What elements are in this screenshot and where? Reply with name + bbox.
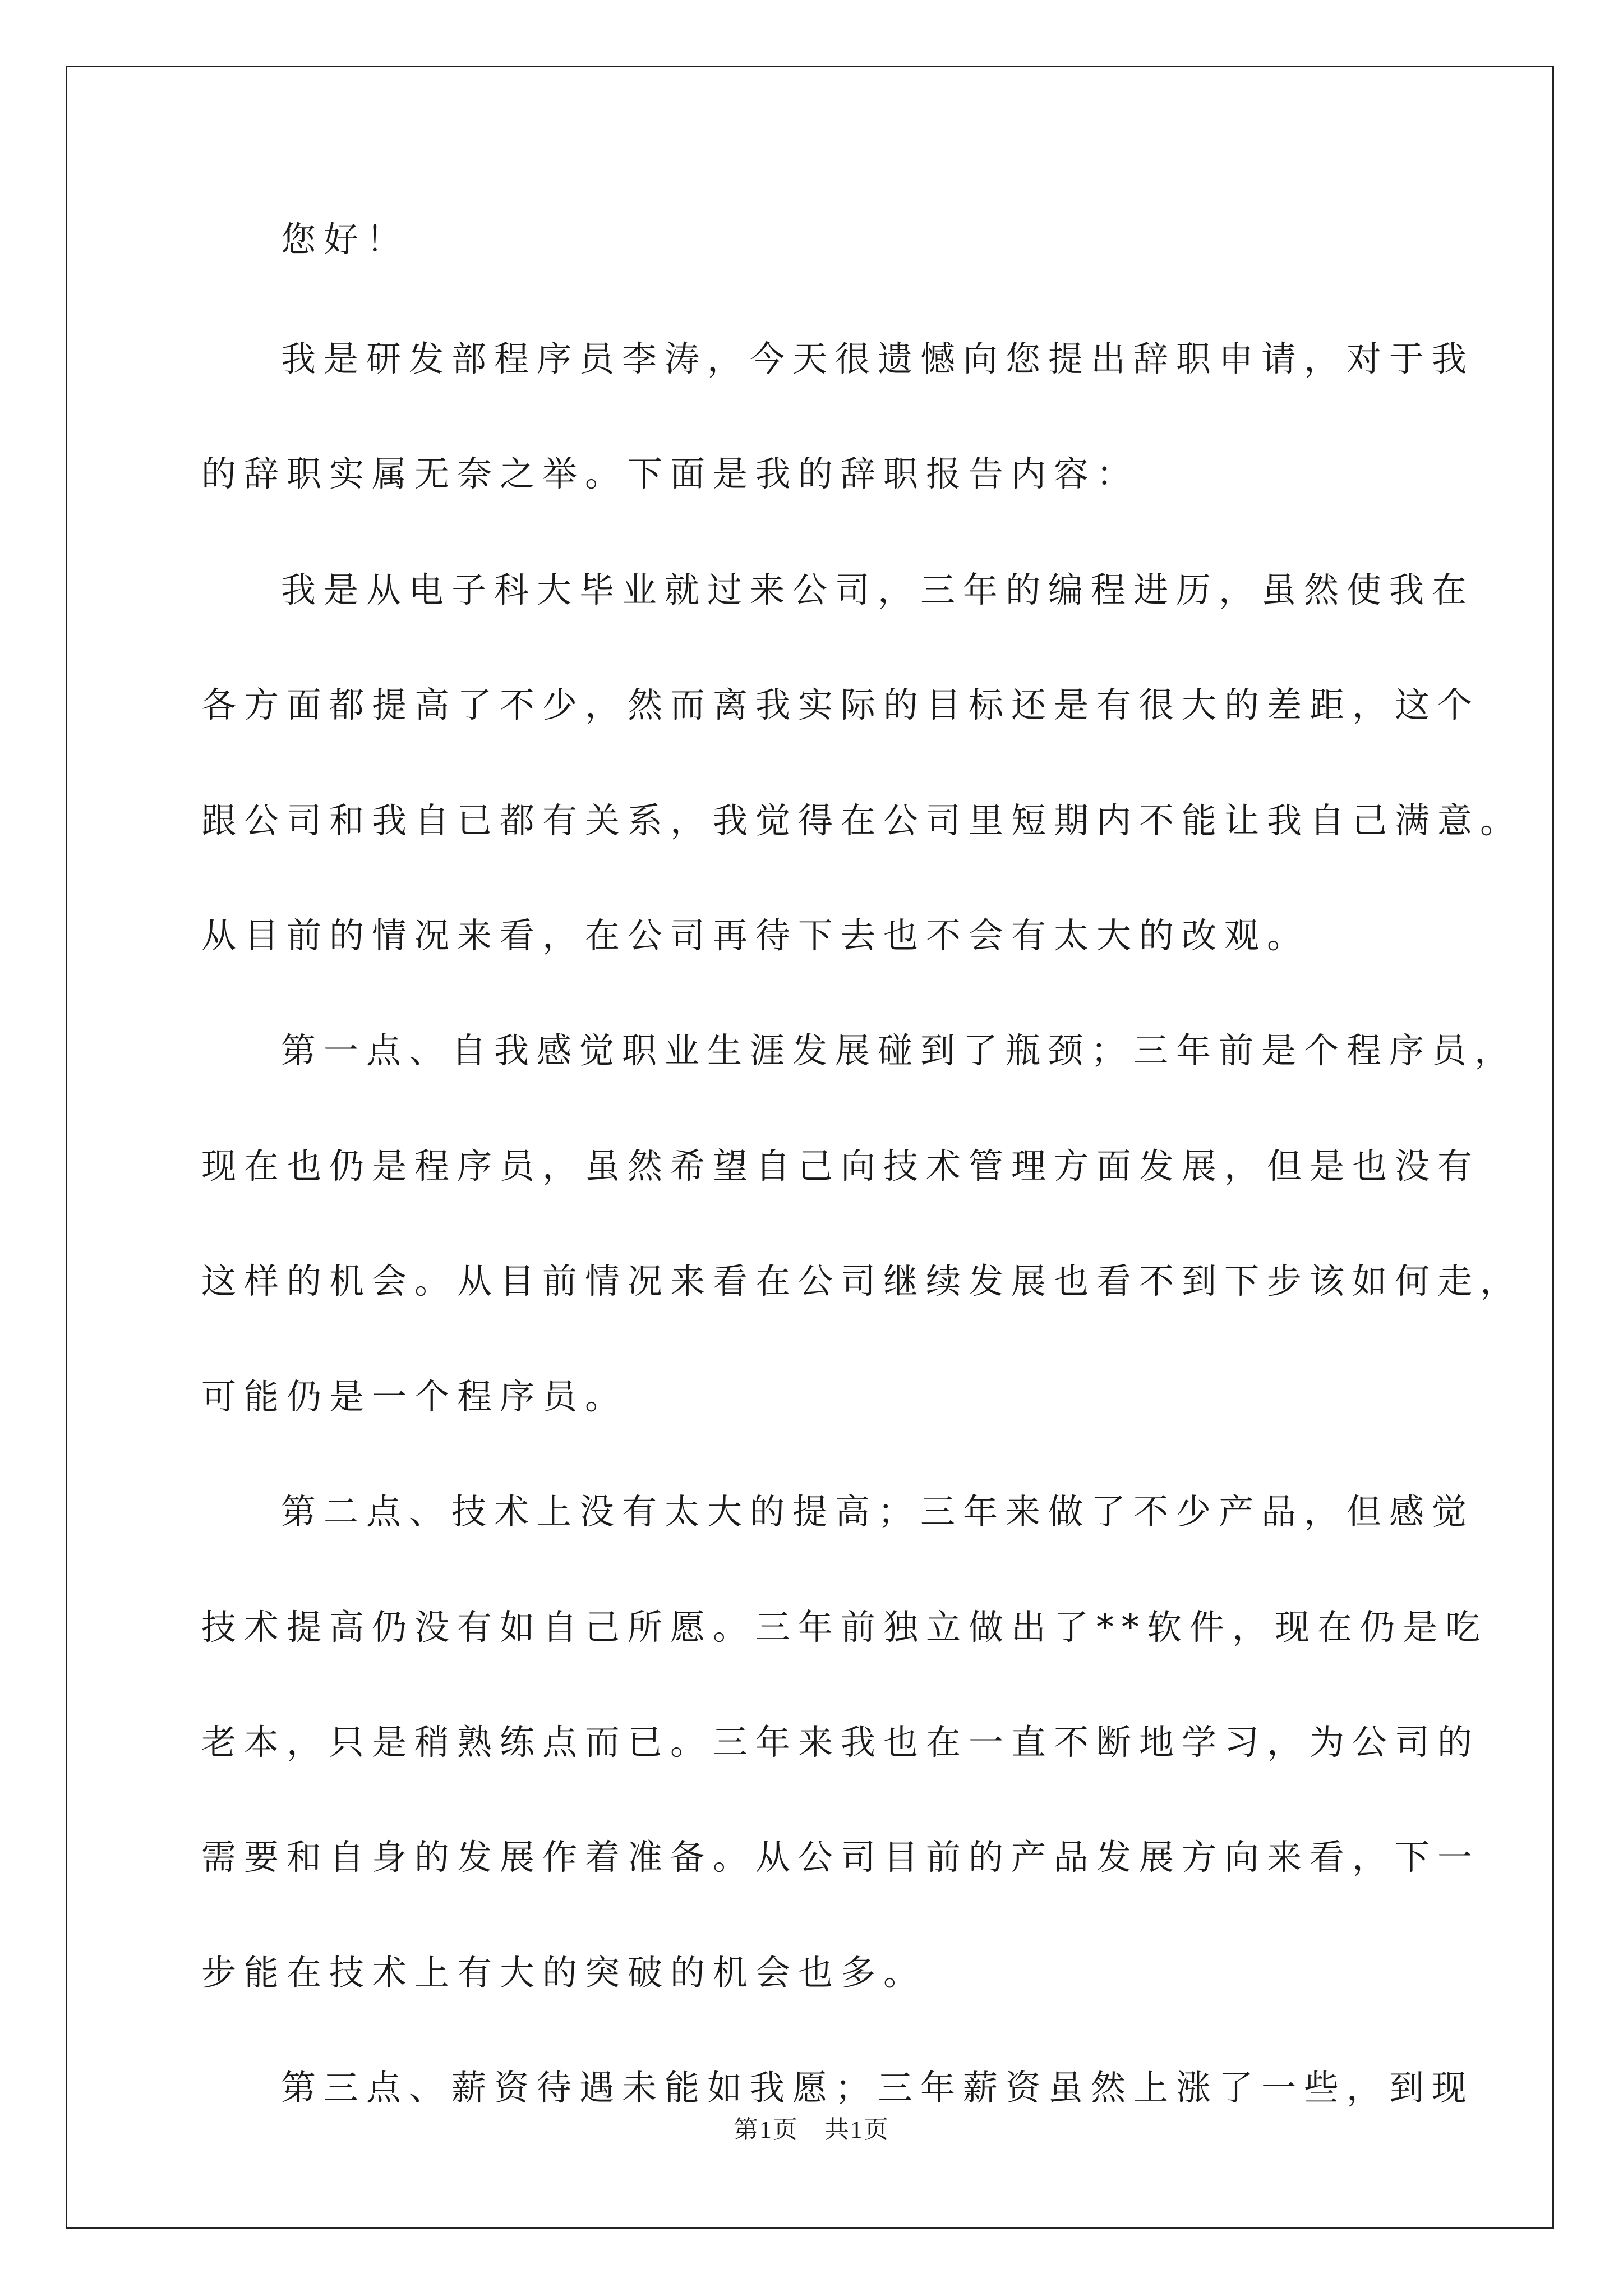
paragraph-line: 可能仍是一个程序员。: [201, 1376, 628, 1417]
paragraph-line: 步能在技术上有大的突破的机会也多。: [201, 1952, 926, 1993]
paragraph-line: 老本，只是稍熟练点而已。三年来我也在一直不断地学习，为公司的: [201, 1722, 1481, 1763]
paragraph-line: 第一点、自我感觉职业生涯发展碰到了瓶颈；三年前是个程序员，: [281, 1030, 1518, 1071]
paragraph-line: 这样的机会。从目前情况来看在公司继续发展也看不到下步该如何走，: [201, 1260, 1523, 1301]
paragraph-line: 第二点、技术上没有太大的提高；三年来做了不少产品，但感觉: [281, 1491, 1475, 1532]
paragraph-line: 技术提高仍没有如自己所愿。三年前独立做出了**软件，现在仍是吃: [201, 1607, 1488, 1648]
paragraph-line: 需要和自身的发展作着准备。从公司目前的产品发展方向来看，下一: [201, 1837, 1481, 1878]
paragraph-line: 的辞职实属无奈之举。下面是我的辞职报告内容：: [201, 453, 1140, 494]
paragraph-line: 现在也仍是程序员，虽然希望自己向技术管理方面发展，但是也没有: [201, 1145, 1481, 1186]
paragraph-line: 跟公司和我自已都有关系，我觉得在公司里短期内不能让我自己满意。: [201, 800, 1523, 841]
greeting-line: 您好！: [281, 219, 409, 260]
paragraph-line: 我是从电子科大毕业就过来公司，三年的编程进历，虽然使我在: [281, 569, 1475, 610]
paragraph-line: 从目前的情况来看，在公司再待下去也不会有太大的改观。: [201, 915, 1310, 956]
paragraph-line: 第三点、薪资待遇未能如我愿；三年薪资虽然上涨了一些，到现: [281, 2067, 1475, 2108]
page-footer: 第1页 共1页: [734, 2116, 889, 2143]
paragraph-line: 各方面都提高了不少，然而离我实际的目标还是有很大的差距，这个: [201, 684, 1481, 725]
paragraph-line: 我是研发部程序员李涛，今天很遗憾向您提出辞职申请，对于我: [281, 338, 1475, 379]
